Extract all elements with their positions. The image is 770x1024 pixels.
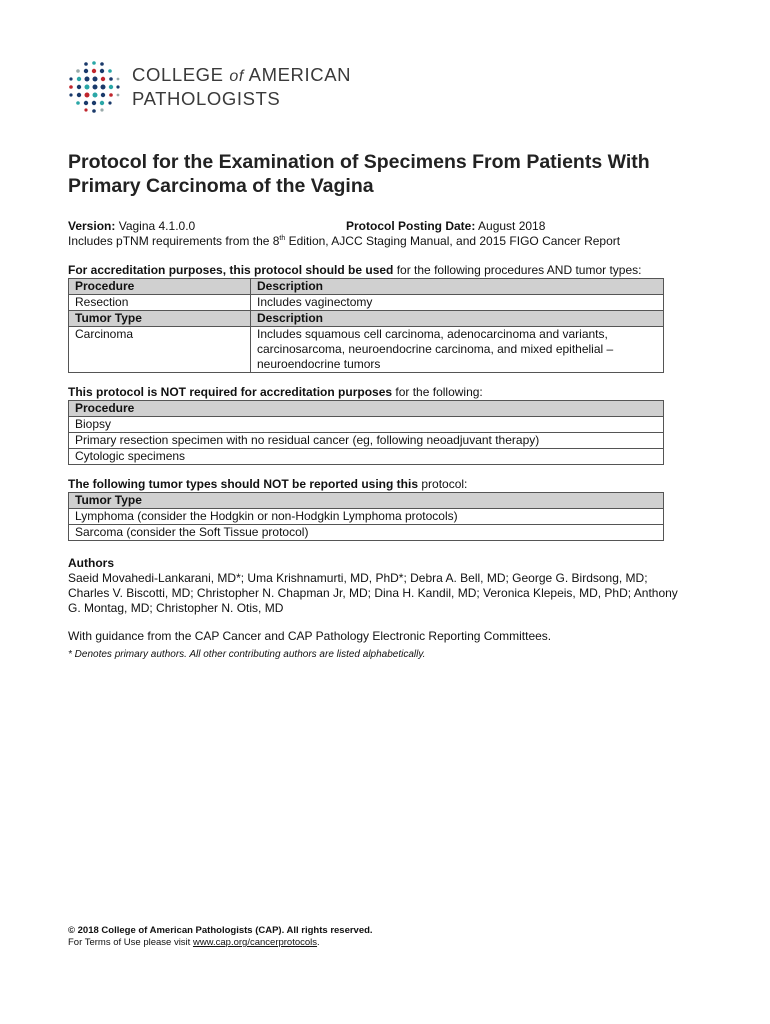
guidance-statement: With guidance from the CAP Cancer and CAP Pathology Electronic Reporting Committees.: [68, 629, 552, 643]
posting-date-value: August 2018: [478, 219, 546, 233]
terms-of-use-line: [68, 937, 373, 949]
table-row: [69, 449, 664, 465]
terms-prefix: For Terms of Use please visit: [68, 937, 193, 948]
table-header-cell: Description: [251, 311, 664, 327]
accreditation-section: [68, 263, 664, 373]
protocol-meta: [68, 219, 708, 249]
not-reported-section: [68, 477, 664, 541]
logo-line-2: PATHOLOGISTS: [132, 88, 281, 109]
not-required-table: [68, 400, 664, 465]
table-row: [69, 509, 664, 525]
cancer-protocols-link[interactable]: www.cap.org/cancerprotocols: [192, 937, 318, 948]
table-header-cell: Procedure: [69, 401, 664, 417]
accreditation-lead-bold: For accreditation purposes, this protocol should be used: [68, 263, 394, 277]
table-header-row: [69, 401, 664, 417]
logo-word-of: of: [229, 68, 244, 85]
version-value: Vagina 4.1.0.0: [118, 219, 196, 233]
logo-word-college: COLLEGE: [132, 64, 224, 85]
not-required-section: [68, 385, 664, 465]
accreditation-lead-rest: for the following procedures AND tumor types:: [393, 263, 642, 277]
table-cell: Sarcoma (consider the Soft Tissue protocol): [69, 525, 664, 541]
table-header-row: [69, 311, 664, 327]
not-required-lead-bold: This protocol is NOT required for accreditation purposes: [68, 385, 393, 399]
table-row: [69, 327, 664, 373]
table-row: [69, 433, 664, 449]
not-reported-lead: [68, 477, 664, 492]
table-row: [69, 525, 664, 541]
not-required-lead-rest: for the following:: [392, 385, 483, 399]
table-header-row: [69, 493, 664, 509]
cap-logo-wordmark: [132, 64, 351, 110]
table-cell: Resection: [69, 295, 251, 311]
includes-statement: [68, 234, 708, 249]
terms-suffix: .: [317, 937, 320, 948]
table-cell: Primary resection specimen with no residual cancer (eg, following neoadjuvant therapy): [69, 433, 664, 449]
copyright-notice: © 2018 College of American Pathologists (CAP). All rights reserved.: [68, 925, 373, 936]
table-header-cell: Tumor Type: [69, 311, 251, 327]
table-header-row: [69, 279, 664, 295]
primary-authors-note: * Denotes primary authors. All other contributing authors are listed alphabetically.: [68, 649, 426, 660]
table-cell: Carcinoma: [69, 327, 251, 373]
posting-date-label: Protocol Posting Date:: [346, 219, 476, 233]
accreditation-table: [68, 278, 664, 373]
table-row: [69, 295, 664, 311]
includes-sup: th: [279, 235, 286, 242]
page-footer: [68, 925, 373, 949]
cap-dot-mark-icon: [66, 60, 122, 114]
table-cell: Cytologic specimens: [69, 449, 664, 465]
authors-heading: Authors: [68, 556, 114, 570]
not-required-lead: [68, 385, 664, 400]
table-header-cell: Tumor Type: [69, 493, 664, 509]
version-label: Version:: [68, 219, 116, 233]
table-header-cell: Procedure: [69, 279, 251, 295]
not-reported-table: [68, 492, 664, 541]
logo-word-american: AMERICAN: [248, 64, 352, 85]
posting-date-info: [346, 219, 545, 234]
includes-text-a: Includes pTNM requirements from the 8: [68, 234, 280, 248]
cap-logo: [66, 60, 351, 114]
table-cell: Includes vaginectomy: [251, 295, 664, 311]
table-row: [69, 417, 664, 433]
accreditation-lead: [68, 263, 664, 278]
table-header-cell: Description: [251, 279, 664, 295]
version-info: [68, 219, 195, 233]
includes-text-b: Edition, AJCC Staging Manual, and 2015 FIGO Cancer Report: [285, 234, 621, 248]
authors-list: Saeid Movahedi-Lankarani, MD*; Uma Krishnamurti, MD, PhD*; Debra A. Bell, MD; George G. Birdsong, MD; Charles V. Biscotti, MD; Christopher N. Chapman Jr, MD; Dina H. Kandil, MD; Veronica Klepeis, MD, PhD; Anthony G. Montag, MD; Christopher N. Otis, MD: [68, 571, 678, 615]
table-cell: Biopsy: [69, 417, 664, 433]
not-reported-lead-rest: protocol:: [418, 477, 468, 491]
not-reported-lead-bold: The following tumor types should NOT be reported using this: [68, 477, 419, 491]
document-title: Protocol for the Examination of Specimens From Patients With Primary Carcinoma of the Vagina: [68, 151, 650, 197]
authors-section: [68, 556, 688, 616]
logo-line-1: [132, 64, 351, 88]
table-cell: Lymphoma (consider the Hodgkin or non-Hodgkin Lymphoma protocols): [69, 509, 664, 525]
table-cell: Includes squamous cell carcinoma, adenocarcinoma and variants, carcinosarcoma, neuroendocrine carcinoma, and mixed epithelial – neuroendocrine tumors: [251, 327, 664, 373]
